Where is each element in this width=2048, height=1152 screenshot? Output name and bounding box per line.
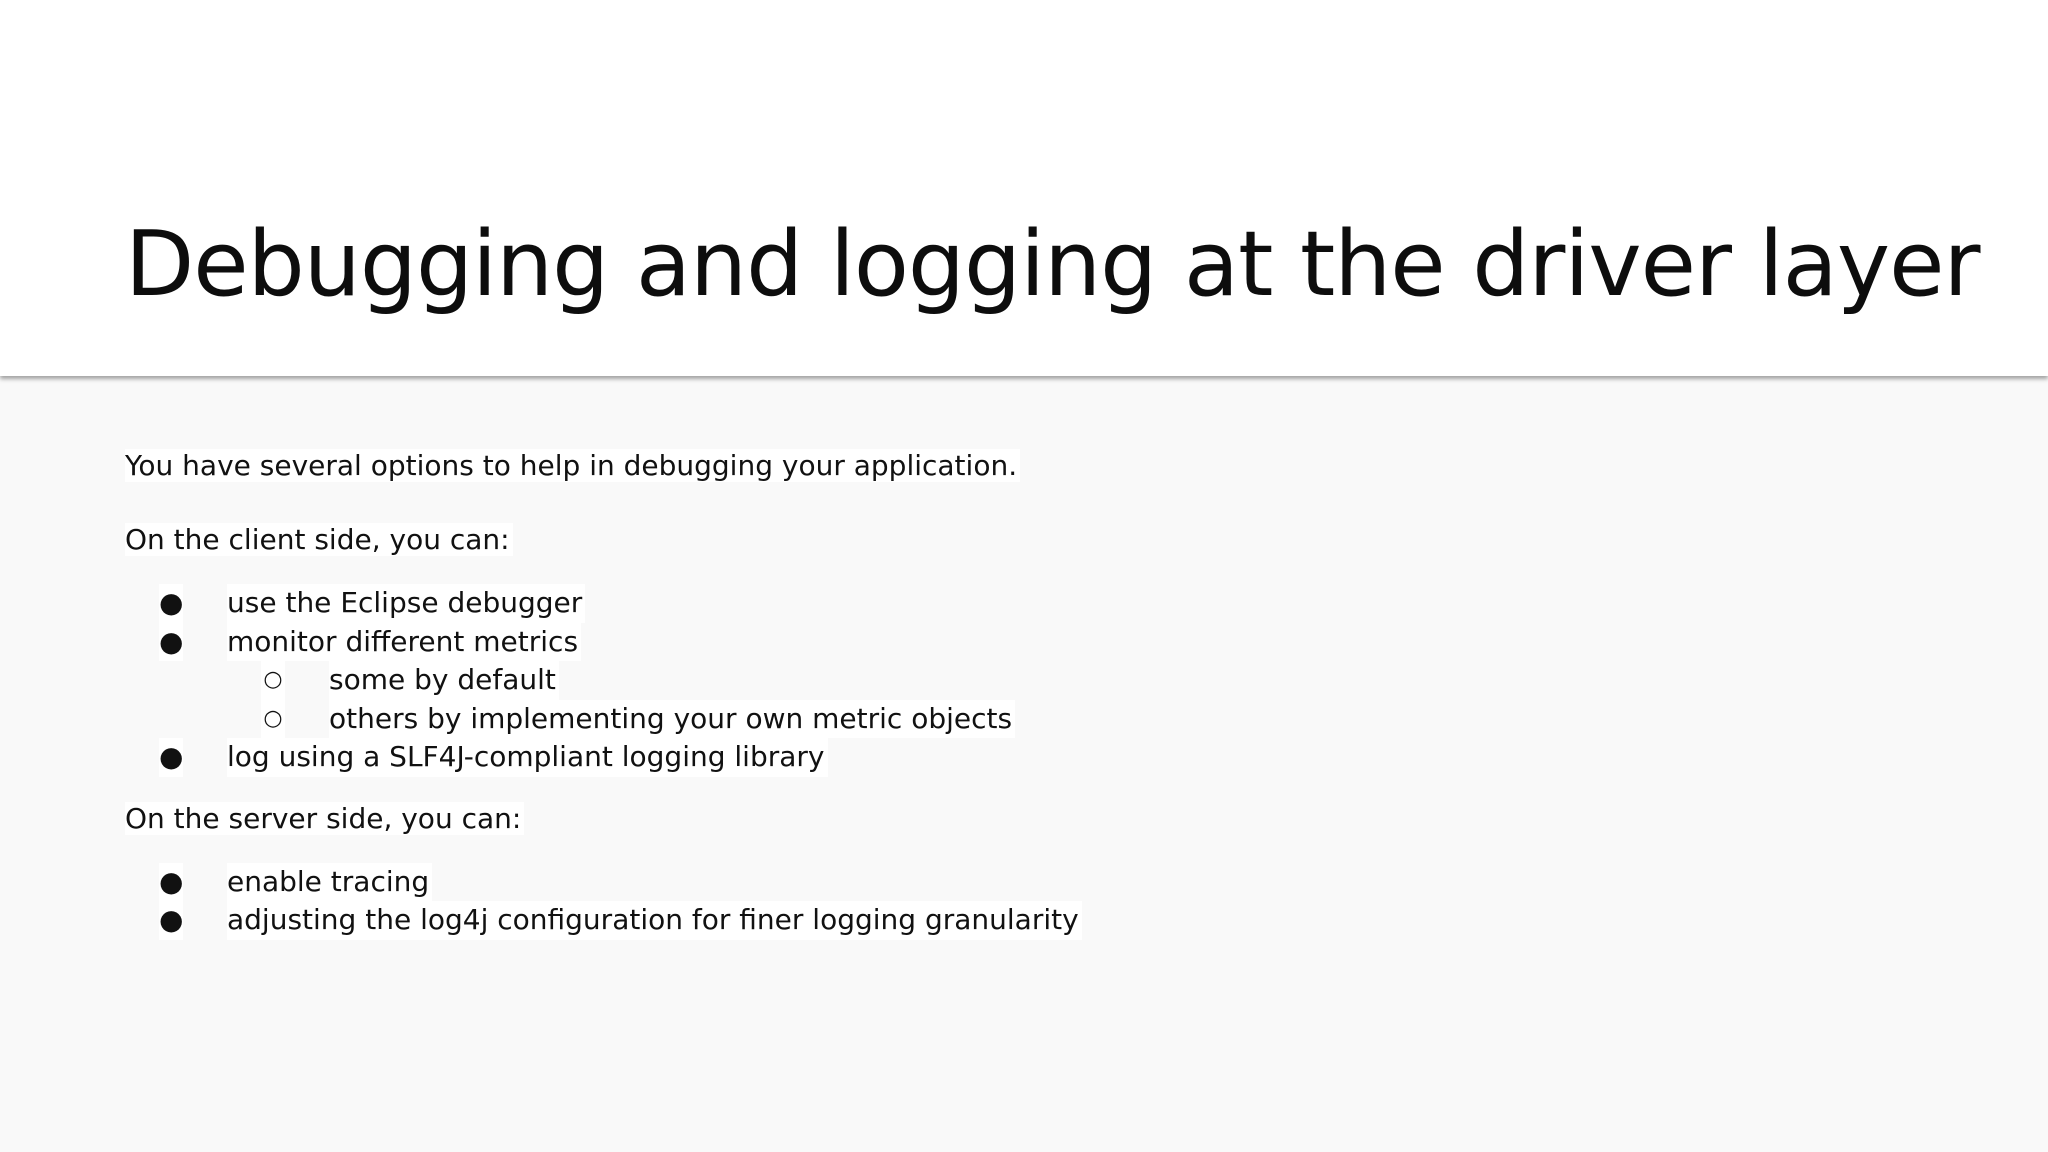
server-side-heading-text: On the server side, you can: [125, 802, 524, 835]
bullet-icon: ● [159, 584, 183, 623]
intro-text-span: You have several options to help in debugging your application. [125, 449, 1020, 482]
bullet-icon: ● [159, 738, 183, 777]
intro-text [125, 446, 1925, 486]
client-side-list [125, 584, 1925, 777]
list-item-text: monitor different metrics [227, 623, 581, 662]
server-side-list [125, 863, 1925, 940]
client-side-heading-text: On the client side, you can: [125, 523, 513, 556]
hollow-bullet-icon: ○ [261, 700, 285, 739]
list-item-text: enable tracing [227, 863, 432, 902]
title-band [0, 0, 2048, 376]
sub-list-item [125, 661, 1925, 700]
list-item-text: use the Eclipse debugger [227, 584, 585, 623]
bullet-icon: ● [159, 901, 183, 940]
bullet-icon: ● [159, 863, 183, 902]
sub-list-item [125, 700, 1925, 739]
slide-body [125, 446, 1925, 940]
bullet-icon: ● [159, 623, 183, 662]
list-item-text: adjusting the log4j configuration for finer logging granularity [227, 901, 1082, 940]
slide-title: Debugging and logging at the driver layer [125, 212, 1980, 317]
list-item-text: log using a SLF4J-compliant logging library [227, 738, 828, 777]
client-side-heading [125, 520, 1925, 560]
list-item [125, 584, 1925, 623]
sub-list-item-text: some by default [329, 661, 559, 700]
server-side-heading [125, 799, 1925, 839]
list-item [125, 901, 1925, 940]
sub-list-item-text: others by implementing your own metric objects [329, 700, 1015, 739]
hollow-bullet-icon: ○ [261, 661, 285, 700]
list-item [125, 863, 1925, 902]
list-item [125, 623, 1925, 662]
list-item [125, 738, 1925, 777]
